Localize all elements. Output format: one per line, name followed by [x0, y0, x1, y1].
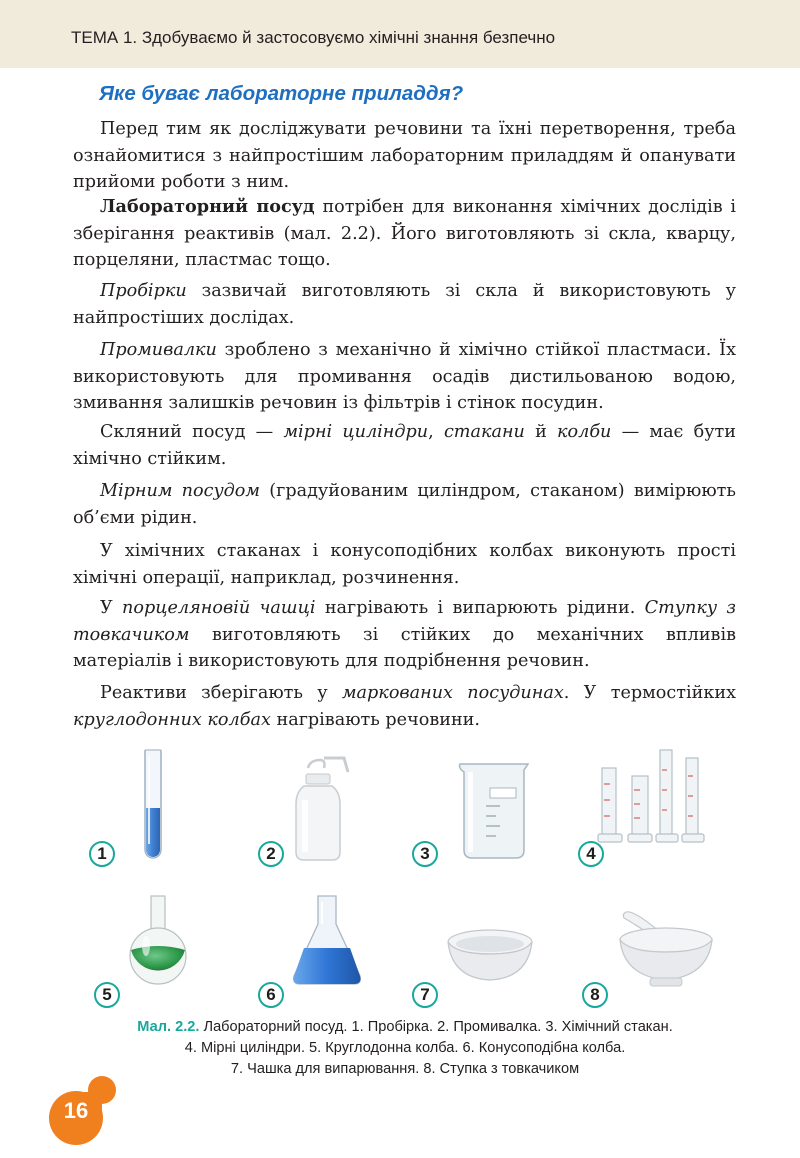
topic-title: ТЕМА 1. Здобуваємо й застосовуємо хімічні знання безпечно: [71, 28, 556, 47]
term-measuring-ware: Мірним посудом: [100, 481, 260, 501]
figure-number-2: 2: [258, 841, 284, 867]
figure-number-7: 7: [412, 982, 438, 1008]
paragraph-4-text: зроблено з механічно й хімічно стійкої пластмаси. Їх використовують для промивання осадів дистильованою водою, змивання залишків речовин із фільтрів і стінок посудин.: [73, 340, 736, 413]
paragraph-5: [73, 419, 736, 472]
paragraph-9-text-b: . У термостійких: [563, 683, 736, 703]
paragraph-4: [73, 337, 736, 417]
term-round-flasks: круглодонних колбах: [73, 709, 271, 730]
term-wash-bottles: Промивалки: [100, 340, 217, 360]
figure-number-1: 1: [89, 841, 115, 867]
paragraph-9: [73, 680, 736, 733]
paragraph-2-text: потрібен для виконання хімічних дослідів і зберігання реактивів (мал. 2.2). Його виготовляють зі скла, кварцу, порцеляни, пластмас тощо.: [73, 197, 737, 270]
figure-number-4: 4: [578, 841, 604, 867]
term-labeled-vessels: маркованих посудинах: [341, 683, 564, 703]
conical-flask-illustration: [288, 894, 368, 988]
term-mortar-pestle: Ступку з товкачиком: [73, 598, 736, 645]
page-header: [0, 0, 800, 68]
paragraph-9-text-a: Реактиви зберігають у: [100, 683, 342, 703]
paragraph-6: [73, 478, 736, 531]
measuring-cylinders-illustration: [596, 744, 716, 848]
term-measuring-cylinders: мірні циліндри: [283, 422, 429, 442]
paragraph-7: У хімічних стаканах і конусоподібних колбах виконують прості хімічні операції, наприклад, розчинення.: [73, 541, 736, 588]
paragraph-1: Перед тим як досліджувати речовини та їхні перетворення, треба ознайомитися з найпростішим лабораторним приладдям й опанувати прийоми роботи з ним.: [73, 119, 736, 192]
paragraph-9-text-c: нагрівають речовини.: [270, 709, 480, 730]
figure-number-5: 5: [94, 982, 120, 1008]
mortar-pestle-illustration: [612, 910, 716, 990]
figure-number-3: 3: [412, 841, 438, 867]
paragraph-3-text: зазвичай виготовляють зі скла й використовують у найпростіших дослідах.: [73, 281, 736, 328]
term-lab-glassware: Лабораторний посуд: [100, 196, 315, 217]
paragraph-5-text-c: й: [524, 422, 558, 442]
figure-number-8: 8: [582, 982, 608, 1008]
paragraph-3: [73, 278, 736, 331]
term-beakers: стакани: [443, 422, 525, 442]
caption-line-1: Лабораторний посуд. 1. Пробірка. 2. Промивалка. 3. Хімічний стакан.: [199, 1019, 673, 1035]
beaker-illustration: [450, 758, 540, 862]
term-flasks: колби: [557, 422, 612, 442]
caption-line-2: 4. Мірні циліндри. 5. Круглодонна колба. 6. Конусоподібна колба.: [184, 1040, 626, 1056]
caption-line-3: 7. Чашка для випарювання. 8. Ступка з товкачиком: [230, 1061, 580, 1077]
paragraph-8: [73, 595, 736, 675]
page-number: 16: [63, 1098, 89, 1123]
section-title: Яке буває лабораторне приладдя?: [99, 82, 464, 105]
term-test-tubes: Пробірки: [100, 281, 187, 301]
term-porcelain-dish: порцеляновій чашці: [122, 598, 316, 618]
paragraph-5-text-b: ,: [428, 422, 444, 442]
paragraph-6-text: (градуйованим циліндром, стаканом) вимірюють об’єми рідин.: [73, 481, 736, 528]
test-tube-illustration: [136, 748, 172, 866]
paragraph-5-text-a: Скляний посуд —: [100, 422, 284, 442]
figure-number-6: 6: [258, 982, 284, 1008]
paragraph-8-text-b: нагрівають і випарюють рідини.: [315, 598, 645, 618]
paragraph-8-text-c: виготовляють зі стійких до механічних впливів матеріалів і використовують для подрібнення речовин.: [73, 624, 736, 671]
figure-caption: [60, 1017, 750, 1080]
wash-bottle-illustration: [278, 752, 358, 864]
paragraph-2: [73, 194, 736, 274]
paragraph-5-text-d: — має бути хімічно стійким.: [73, 422, 737, 469]
evaporating-dish-illustration: [444, 926, 536, 986]
paragraph-8-text-a: У: [100, 598, 123, 618]
caption-label: Мал. 2.2.: [137, 1019, 200, 1035]
round-flask-illustration: [118, 894, 200, 986]
